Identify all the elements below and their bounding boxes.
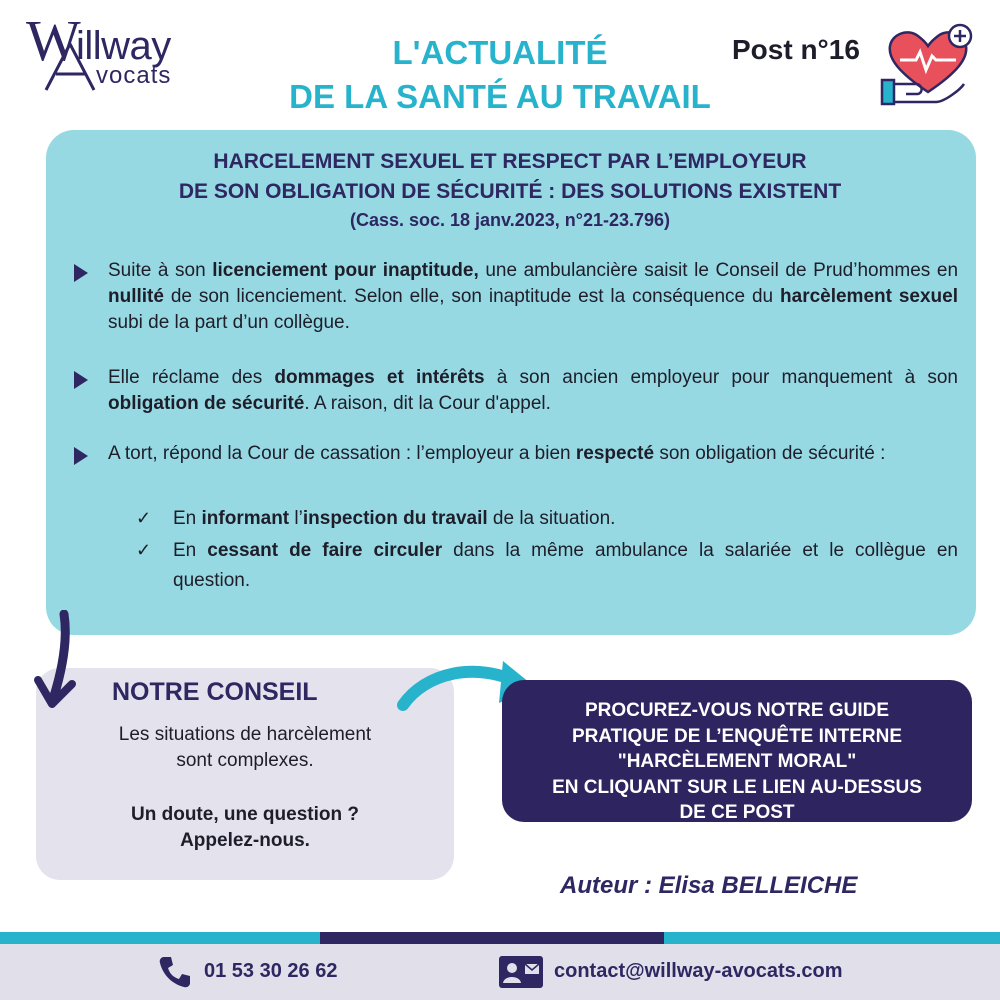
footer-stripe-left bbox=[0, 932, 320, 944]
sub-item-2: En cessant de faire circuler dans la même ambulance la salariée et le collègue en question. bbox=[173, 540, 958, 591]
header-title-line1: L'ACTUALITÉ bbox=[392, 34, 608, 71]
check-icon: ✓ bbox=[136, 508, 152, 528]
willway-logo bbox=[26, 8, 226, 92]
footer-stripe-right bbox=[664, 932, 1000, 944]
email-address[interactable]: contact@willway-avocats.com bbox=[554, 960, 843, 982]
heart-hand-icon bbox=[878, 20, 978, 110]
paragraph-2: Elle réclame des dommages et intérêts à son ancien employeur pour manquement à son obligation de sécurité. A raison, dit la Cour d'appel. bbox=[108, 367, 958, 414]
advice-title: NOTRE CONSEIL bbox=[112, 678, 318, 706]
author-line: Auteur : Elisa BELLEICHE bbox=[560, 872, 858, 899]
check-icon: ✓ bbox=[136, 540, 152, 560]
logo-w: W bbox=[26, 8, 81, 73]
logo-a-mark bbox=[42, 40, 112, 92]
paragraph-1: Suite à son licenciement pour inaptitude, une ambulancière saisit le Conseil de Prud’hommes en nullité de son licenciement. Selon elle, son inaptitude est la conséquence du harcèlement sexuel subi de la part d’un collègue. bbox=[108, 260, 959, 333]
advice-text-1: Les situations de harcèlement bbox=[118, 724, 372, 745]
contact-card-icon bbox=[498, 955, 544, 989]
article-citation: (Cass. soc. 18 janv.2023, n°21-23.796) bbox=[349, 210, 671, 230]
arrow-down-icon bbox=[30, 610, 90, 710]
bullet-triangle-icon bbox=[74, 264, 88, 282]
footer-stripe-middle bbox=[320, 932, 664, 944]
logo-illway: illway bbox=[76, 24, 171, 68]
advice-text-2: sont complexes. bbox=[176, 750, 314, 771]
header-title-line2: DE LA SANTÉ AU TRAVAIL bbox=[289, 78, 711, 115]
bullet-triangle-icon bbox=[74, 447, 88, 465]
article-title-line2: DE SON OBLIGATION DE SÉCURITÉ : DES SOLUTIONS EXISTENT bbox=[178, 180, 842, 203]
article-title-line1: HARCELEMENT SEXUEL ET RESPECT PAR L’EMPLOYEUR bbox=[213, 150, 807, 173]
post-number: Post n°16 bbox=[732, 34, 860, 65]
bullet-triangle-icon bbox=[74, 371, 88, 389]
advice-bold-1: Un doute, une question ? bbox=[131, 804, 359, 825]
logo-vocats: vocats bbox=[96, 62, 172, 89]
phone-icon bbox=[158, 955, 192, 989]
sub-item-1: En informant l’inspection du travail de la situation. bbox=[173, 508, 616, 529]
advice-bold-2: Appelez-nous. bbox=[180, 830, 310, 851]
guide-text: PROCUREZ-VOUS NOTRE GUIDE PRATIQUE DE L’ENQUÊTE INTERNE "HARCÈLEMENT MORAL" EN CLIQUANT SUR LE LIEN AU-DESSUS DE CE POST bbox=[552, 700, 922, 823]
paragraph-3: A tort, répond la Cour de cassation : l’employeur a bien respecté son obligation de sécurité : bbox=[108, 443, 886, 464]
phone-number[interactable]: 01 53 30 26 62 bbox=[204, 960, 338, 982]
